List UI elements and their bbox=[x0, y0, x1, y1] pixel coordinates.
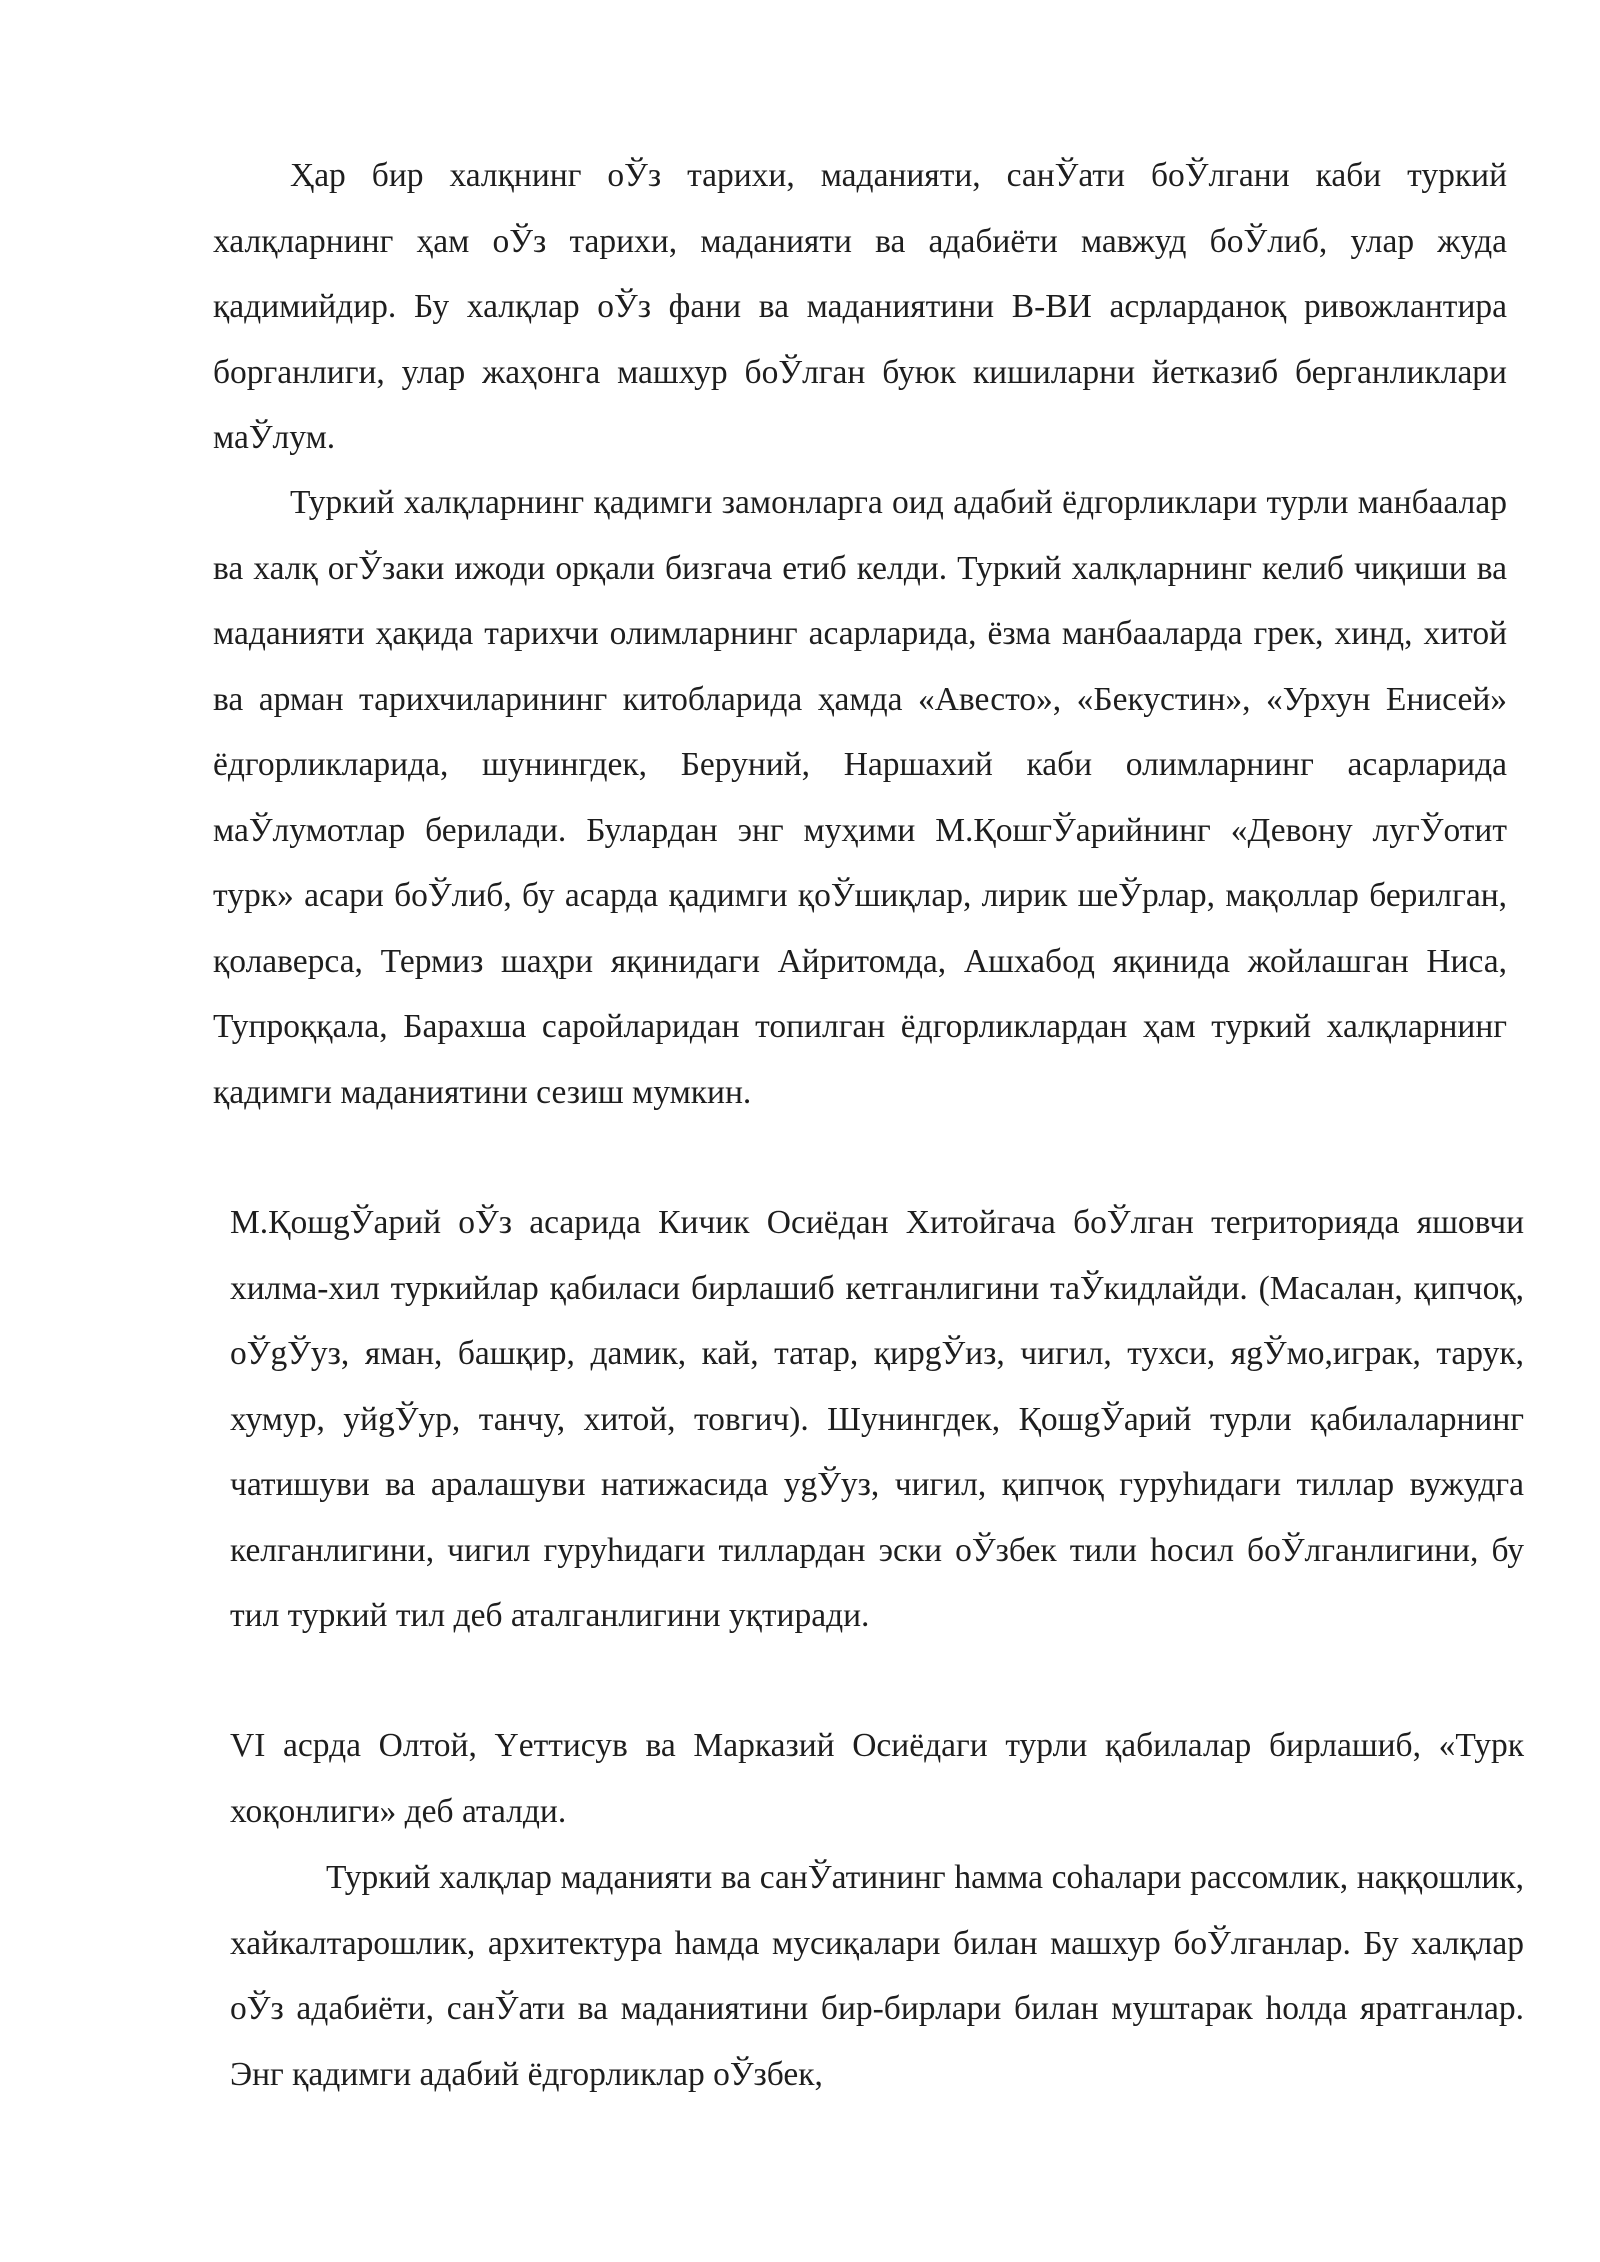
paragraph-4: VI асрда Олтой, Үеттисув ва Марказий Осиёдаги турли қабилалар бирлашиб, «Турк хоқонлиги» деб аталди. bbox=[230, 1727, 1524, 1830]
paragraph-2: Туркий халқларнинг қадимги замонларга оид адабий ёдгорликлари турли манбаалар ва халқ огЎзаки ижоди орқали бизгача етиб келди. Туркий халқларнинг келиб чиқиши ва маданияти ҳақида тарихчи олимларнинг асарларида, ёзма манбааларда грек, хинд, хитой ва арман тарихчиларининг китобларида ҳамда «Авесто», «Бекустин», «Урхун Енисей» ёдгорликларида, шунингдек, Беруний, Наршахий каби олимларнинг асарларида маЎлумотлар берилади. Булардан энг муҳими М.ҚошгЎарийнинг «Девону лугЎотит турк» асари боЎлиб, бу асарда қадимги қоЎшиқлар, лирик шеЎрлар, мақоллар берилган, қолаверса, Термиз шаҳри яқинидаги Айритомда, Ашхабод яқинида жойлашган Ниса, Тупроққала, Барахша саройларидан топилган ёдгорликлардан ҳам туркий халқларнинг қадимги маданиятини сезиш мумкин. bbox=[213, 484, 1507, 1111]
paragraph-1: Ҳар бир халқнинг оЎз тарихи, маданияти, санЎати боЎлгани каби туркий халқларнинг ҳам оЎз тарихи, маданияти ва адабиёти мавжуд боЎлиб, улар жуда қадимийдир. Бу халқлар оЎз фани ва маданиятини В-ВИ асрларданоқ ривожлантира борганлиги, улар жаҳонга машхур боЎлган буюк кишиларни йетказиб берганликлари маЎлум. bbox=[213, 157, 1507, 456]
paragraph-3: М.ҚошgЎарий оЎз асарида Кичик Осиёдан Хитойгача боЎлган теrриторияда яшовчи хилма-хил туркийлар қабиласи бирлашиб кетганлигини таЎкидлайди. (Масалан, қипчоқ, оЎgЎуз, яман, башқир, дамик, кай, татар, қирgЎиз, чигил, тухси, яgЎмо,играк, тарук, хумур, уйgЎур, танчу, хитой, товгич). Шунингдек, ҚошgЎарий турли қабилаларнинг чатишуви ва аралашуви натижасида уgЎуз, чигил, қипчоқ гуруһидаги тиллар вужудга келганлигини, чигил гуруһидаги тиллардан эски оЎзбек тили һосил боЎлганлигини, бу тил туркий тил деб аталганлигини уқтиради. bbox=[230, 1204, 1524, 1634]
paragraph-5: Туркий халқлар маданияти ва санЎатининг һамма соһалари рассомлик, наққошлик, хайкалтарошлик, архитектура һамда мусиқалари билан машхур боЎлганлар. Бу халқлар оЎз адабиёти, санЎати ва маданиятини бир-бирлари билан муштарак һолда яратганлар. Энг қадимги адабий ёдгорликлар оЎзбек, bbox=[230, 1859, 1524, 2093]
